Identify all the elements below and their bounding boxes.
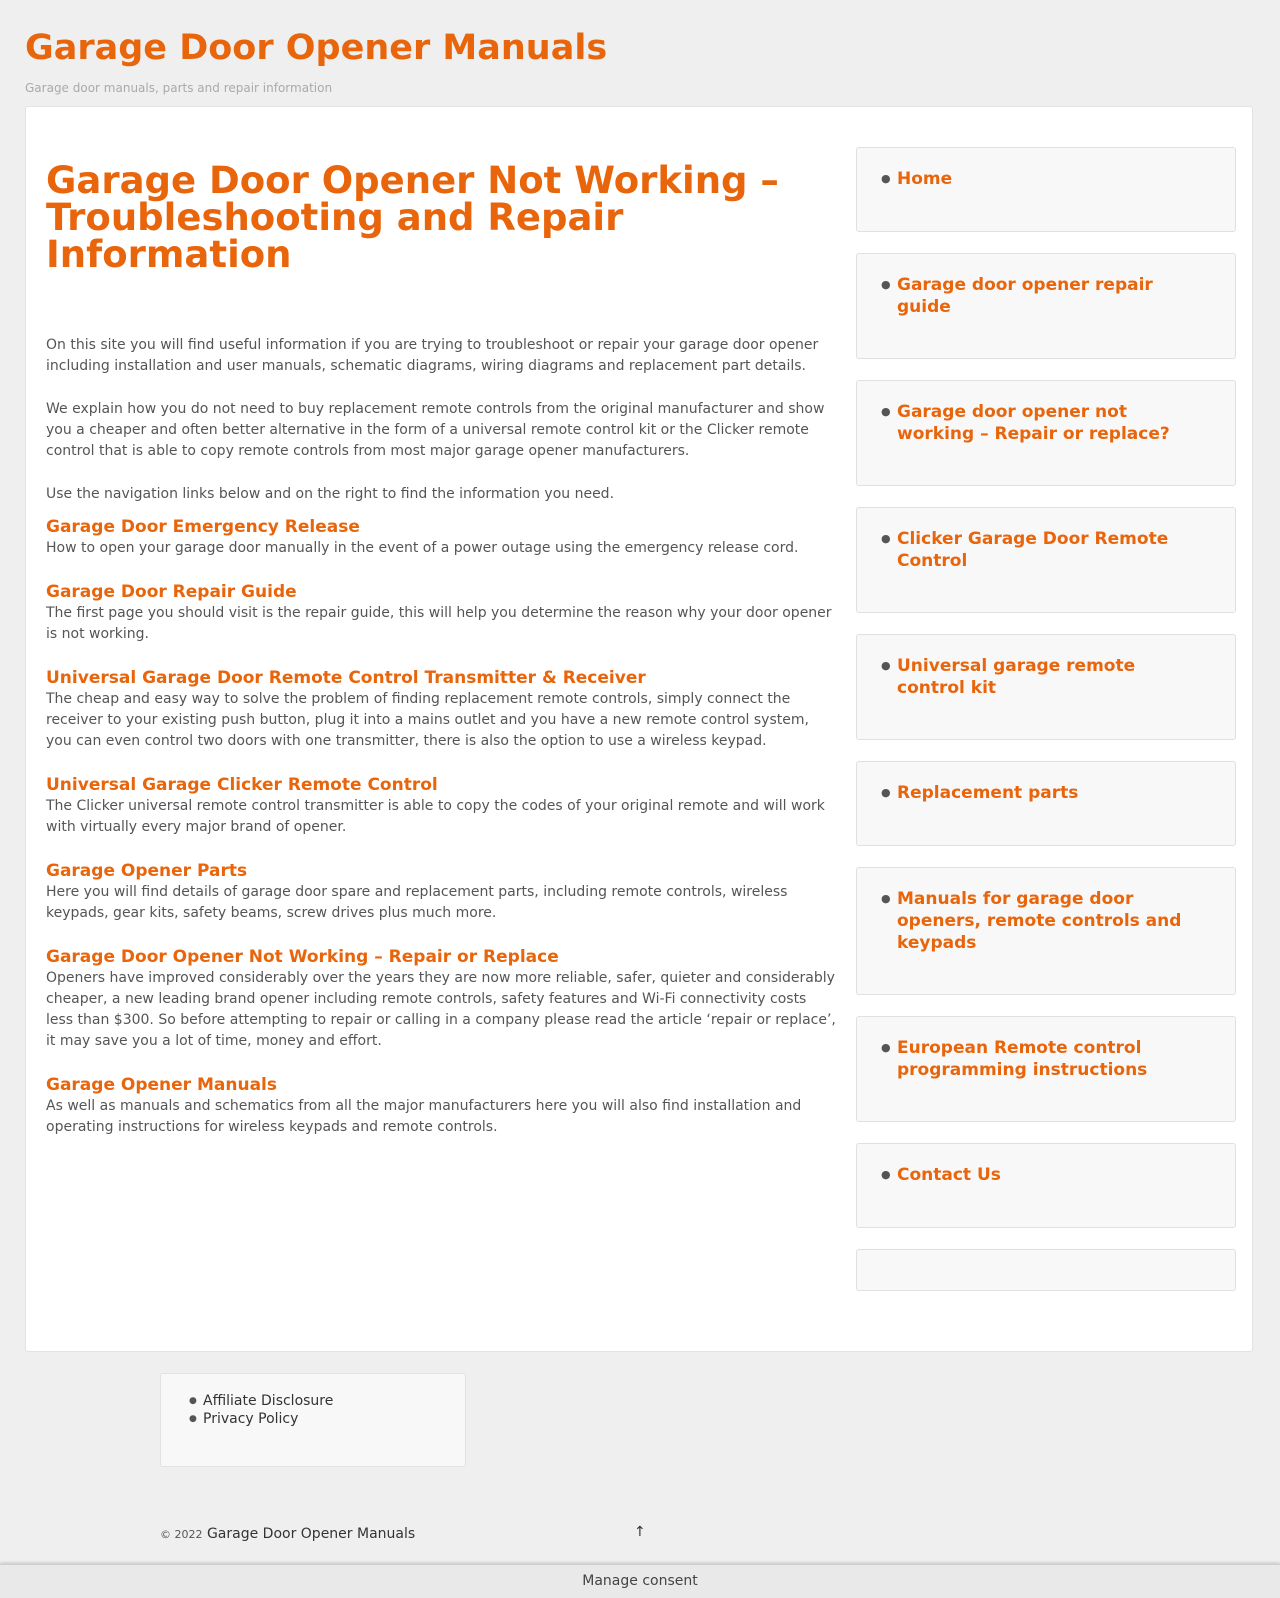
site-header [25, 24, 1255, 96]
section-repair-or-replace [46, 946, 836, 1052]
footer-item-affiliate [189, 1392, 465, 1410]
bullet-icon: ● [881, 1041, 891, 1054]
sidebar-item-repair-guide [877, 274, 1195, 318]
privacy-policy-link[interactable]: Privacy Policy [203, 1411, 299, 1427]
manage-consent-button[interactable]: Manage consent [0, 1564, 1280, 1598]
intro-paragraph: Use the navigation links below and on the right to find the information you need. [46, 486, 615, 502]
section-link-opener-manuals[interactable]: Garage Opener Manuals [46, 1075, 277, 1095]
sidebar-widget-clicker [856, 507, 1236, 613]
copyright [160, 1525, 415, 1544]
section-universal-remote [46, 667, 836, 752]
copyright-year: © 2022 [160, 1528, 203, 1541]
section-link-repair-guide[interactable]: Garage Door Repair Guide [46, 582, 297, 602]
sidebar-widget-european [856, 1016, 1236, 1122]
sidebar-link-repair-guide[interactable]: Garage door opener repair guide [897, 275, 1153, 317]
section-description: The Clicker universal remote control transmitter is able to copy the codes of your original remote and will work with virtually every major brand of opener. [46, 798, 825, 835]
site-title-link[interactable]: Garage Door Opener Manuals [25, 28, 608, 68]
section-link-universal-remote[interactable]: Universal Garage Door Remote Control Transmitter & Receiver [46, 668, 646, 688]
main-container [25, 106, 1253, 1352]
bullet-icon: ● [881, 532, 891, 545]
sidebar-item-european [877, 1037, 1195, 1081]
footer-links-widget [160, 1373, 466, 1467]
bullet-icon: ● [881, 278, 891, 291]
sidebar-widget-repair-or-replace [856, 380, 1236, 486]
copyright-site-link[interactable]: Garage Door Opener Manuals [206, 1526, 416, 1542]
section-description: As well as manuals and schematics from all the major manufacturers here you will also find installation and operating instructions for wireless keypads and remote controls. [46, 1098, 802, 1135]
section-opener-parts [46, 860, 836, 924]
section-link-repair-or-replace[interactable]: Garage Door Opener Not Working – Repair or Replace [46, 947, 559, 967]
sidebar-link-parts[interactable]: Replacement parts [897, 783, 1079, 803]
section-description: The first page you should visit is the repair guide, this will help you determine the reason why your door opener is not working. [46, 605, 832, 642]
sidebar-link-contact[interactable]: Contact Us [897, 1165, 1001, 1185]
sidebar-link-european[interactable]: European Remote control programming instructions [897, 1038, 1148, 1080]
sidebar-widget-home [856, 147, 1236, 232]
bullet-icon: ● [881, 172, 891, 185]
intro-paragraph: On this site you will find useful information if you are trying to troubleshoot or repair your garage door opener including installation and user manuals, schematic diagrams, wiring diagrams and replacement part details. [46, 337, 819, 374]
content-area [46, 159, 836, 1160]
section-description: The cheap and easy way to solve the problem of finding replacement remote controls, simply connect the receiver to your existing push button, plug it into a mains outlet and you have a new remote control system, you can even control two doors with one transmitter, there is also the option to use a wireless keypad. [46, 691, 809, 749]
sidebar [856, 147, 1236, 1312]
bullet-icon: ● [189, 1396, 197, 1406]
sidebar-widget-parts [856, 761, 1236, 846]
section-opener-manuals [46, 1074, 836, 1138]
sidebar-item-clicker [877, 528, 1195, 572]
sidebar-widget-manuals [856, 867, 1236, 995]
section-description: How to open your garage door manually in the event of a power outage using the emergency release cord. [46, 540, 799, 556]
sidebar-item-parts [877, 782, 1195, 804]
section-description: Here you will find details of garage door spare and replacement parts, including remote controls, wireless keypads, gear kits, safety beams, screw drives plus much more. [46, 884, 788, 921]
sidebar-link-home[interactable]: Home [897, 169, 953, 189]
sidebar-widget-contact [856, 1143, 1236, 1228]
sidebar-widget-universal-kit [856, 634, 1236, 740]
sidebar-item-repair-or-replace [877, 401, 1195, 445]
section-emergency-release [46, 516, 836, 559]
bullet-icon: ● [881, 405, 891, 418]
sidebar-item-universal-kit [877, 655, 1195, 699]
section-description: Openers have improved considerably over the years they are now more reliable, safer, quieter and considerably cheaper, a new leading brand opener including remote controls, safety features and Wi-Fi connectivity costs less than $300. So before attempting to repair or calling in a company please read the article ‘repair or replace’, it may save you a lot of time, money and effort. [46, 970, 836, 1049]
bullet-icon: ● [189, 1414, 197, 1424]
sidebar-item-contact [877, 1164, 1195, 1186]
section-link-opener-parts[interactable]: Garage Opener Parts [46, 861, 248, 881]
sidebar-item-home [877, 168, 1195, 190]
sidebar-link-manuals[interactable]: Manuals for garage door openers, remote controls and keypads [897, 889, 1182, 953]
section-clicker-remote [46, 774, 836, 838]
page-title: Garage Door Opener Not Working – Troubleshooting and Repair Information [46, 159, 779, 276]
bullet-icon: ● [881, 1168, 891, 1181]
bullet-icon: ● [881, 892, 891, 905]
bullet-icon: ● [881, 659, 891, 672]
section-link-clicker-remote[interactable]: Universal Garage Clicker Remote Control [46, 775, 438, 795]
sidebar-item-manuals [877, 888, 1195, 954]
section-repair-guide [46, 581, 836, 645]
sidebar-link-repair-or-replace[interactable]: Garage door opener not working – Repair or replace? [897, 402, 1170, 444]
sidebar-widget-repair-guide [856, 253, 1236, 359]
site-tagline: Garage door manuals, parts and repair information [25, 81, 333, 95]
intro-paragraph: We explain how you do not need to buy replacement remote controls from the original manufacturer and show you a cheaper and often better alternative in the form of a universal remote control kit or the Clicker remote control that is able to copy remote controls from most major garage opener manufacturers. [46, 401, 825, 459]
section-list [46, 516, 836, 1138]
sidebar-link-universal-kit[interactable]: Universal garage remote control kit [897, 656, 1136, 698]
bullet-icon: ● [881, 786, 891, 799]
sidebar-link-clicker[interactable]: Clicker Garage Door Remote Control [897, 529, 1169, 571]
affiliate-disclosure-link[interactable]: Affiliate Disclosure [203, 1393, 334, 1409]
sidebar-widget-empty [856, 1249, 1236, 1291]
section-link-emergency-release[interactable]: Garage Door Emergency Release [46, 517, 360, 537]
back-to-top-arrow-icon[interactable]: ↑ [634, 1524, 646, 1540]
footer-item-privacy [189, 1410, 465, 1428]
